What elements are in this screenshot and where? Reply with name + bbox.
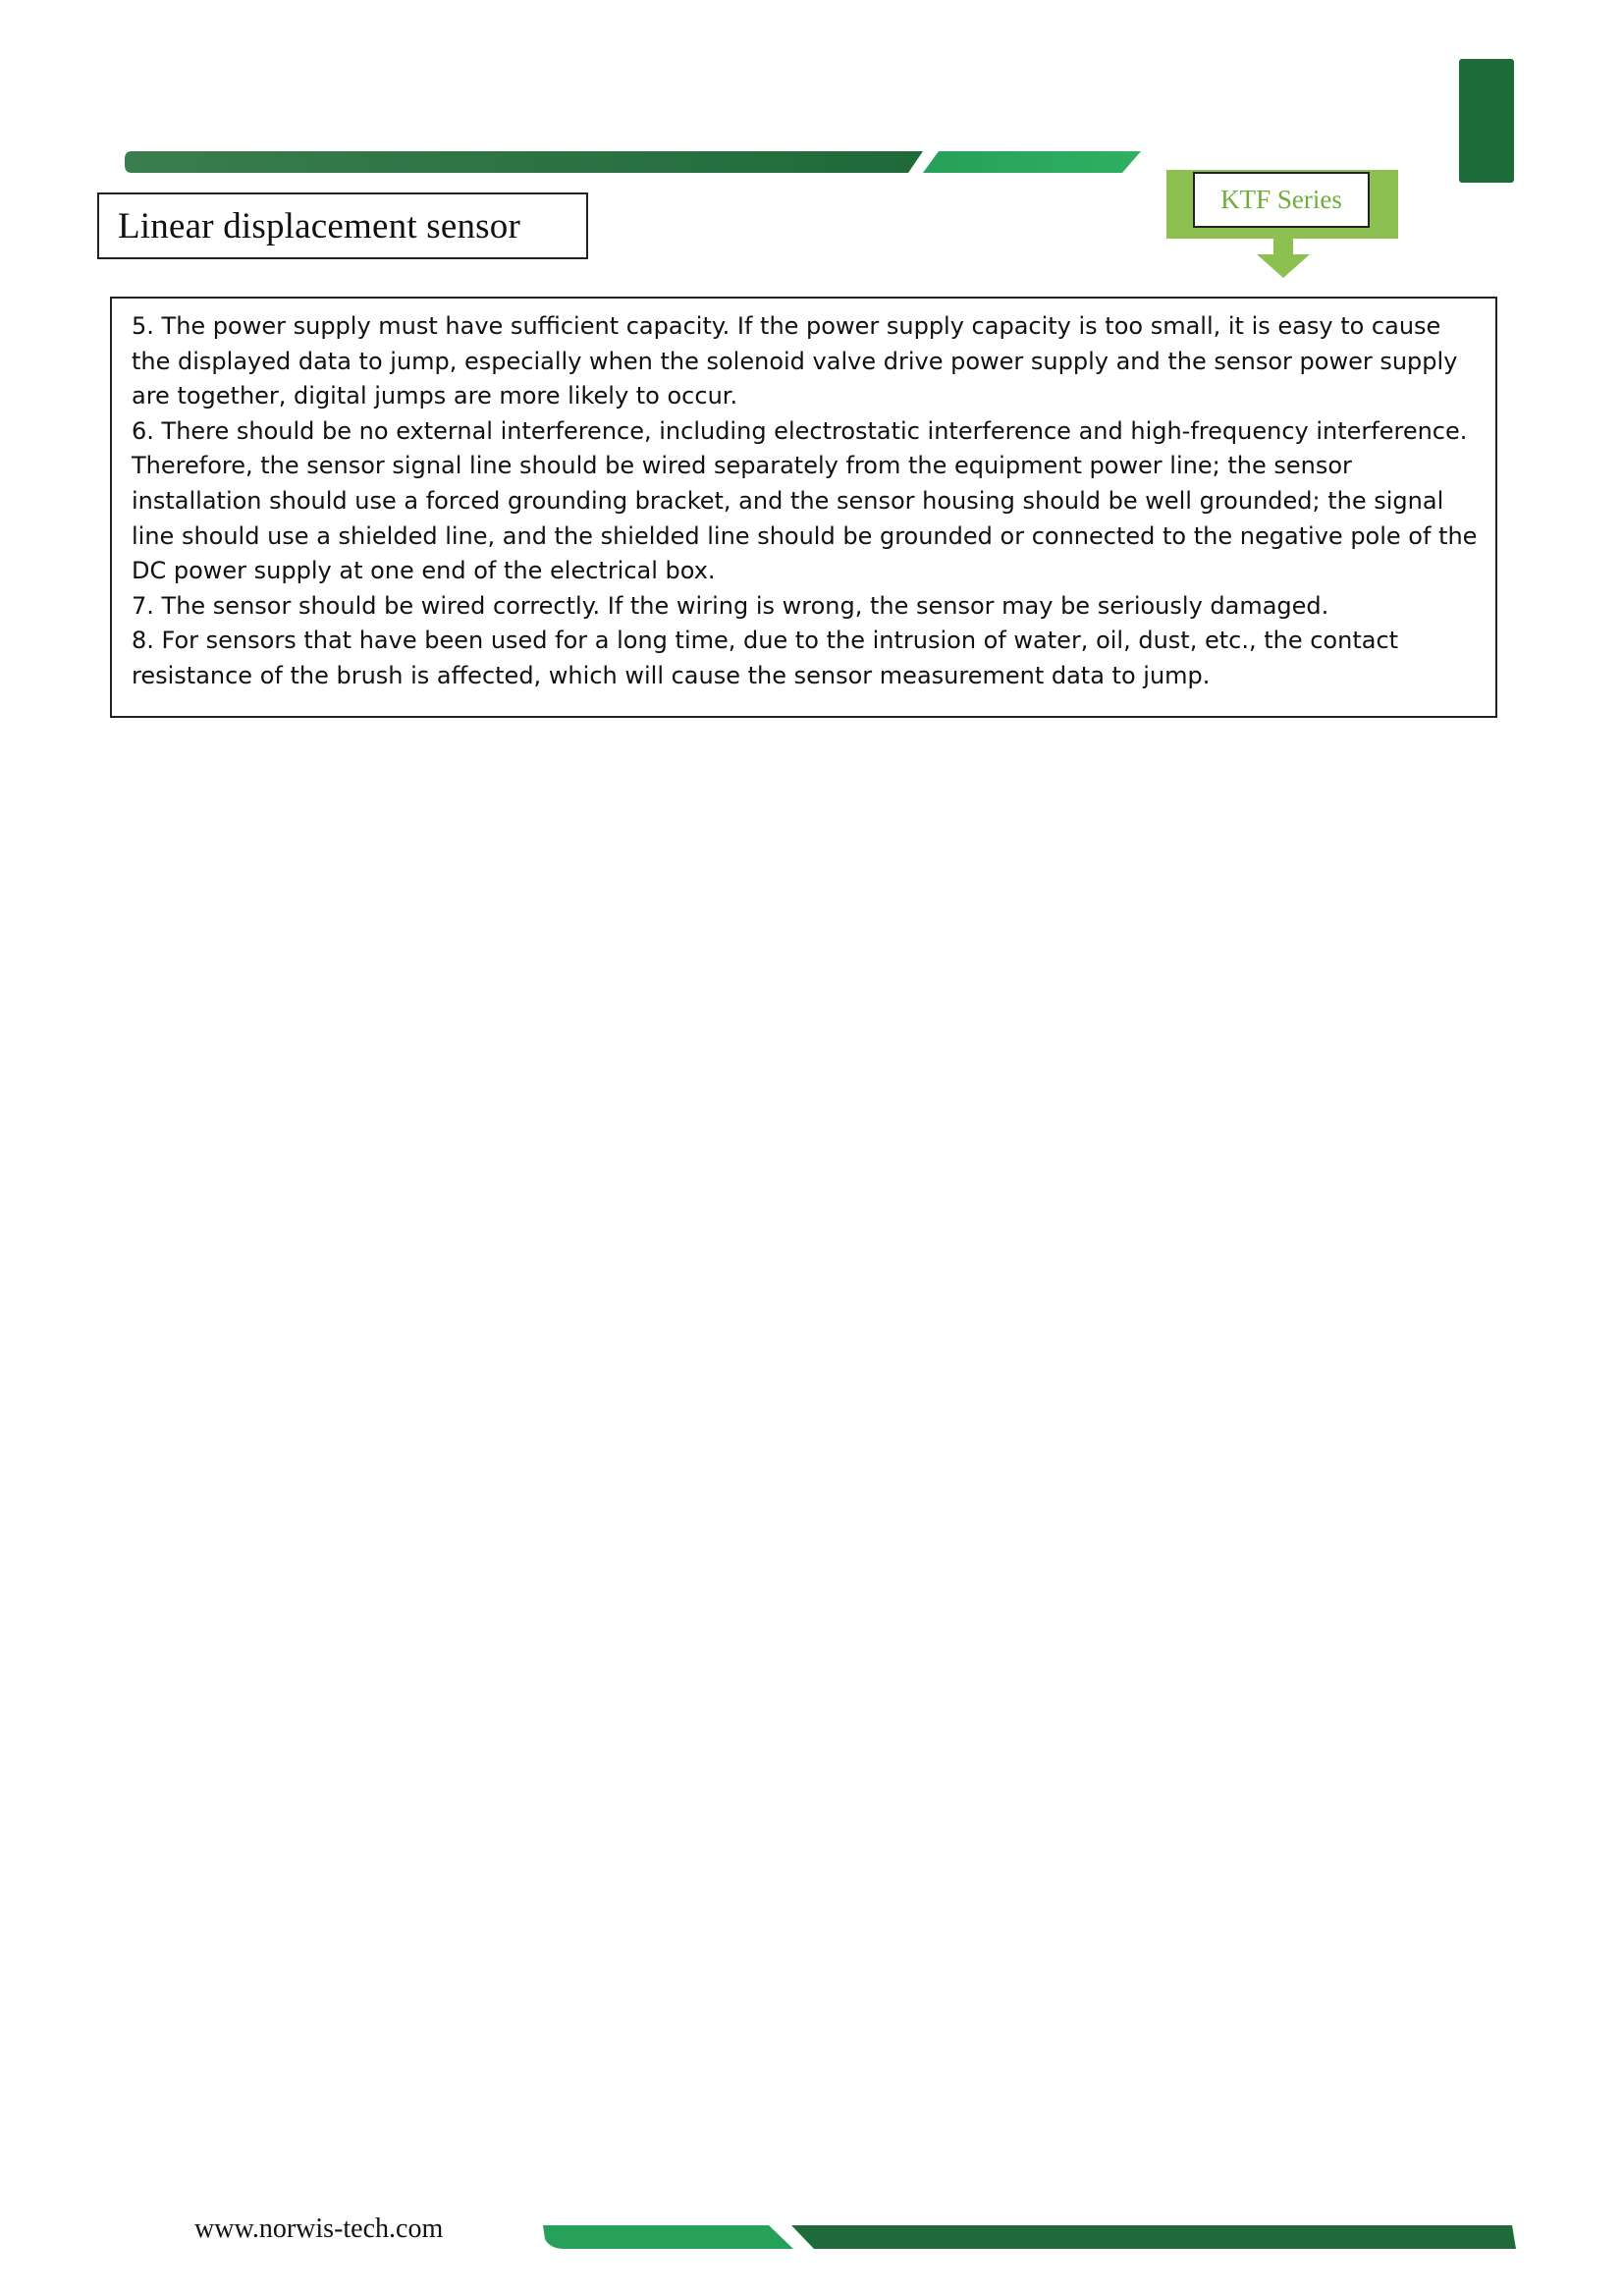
note-6: 6. There should be no external interference, including electrostatic interference and high-frequency interference. Therefore, the sensor signal line should be wired separately from the equipment power line; the sensor installation should use a forced grounding bracket, and the sensor housing should be well grounded; the signal line should use a shielded line, and the shielded line should be grounded or connected to the negative pole of the DC power supply at one end of the electrical box. — [132, 416, 1478, 585]
series-badge — [1193, 172, 1370, 228]
footer-stripe-dark — [791, 2225, 1516, 2249]
corner-tab — [1459, 59, 1514, 183]
down-arrow-icon — [1257, 239, 1310, 278]
note-7: 7. The sensor should be wired correctly. If the wiring is wrong, the sensor may be seriously damaged. — [132, 591, 1329, 620]
header-stripe — [0, 0, 1623, 196]
title-box — [97, 192, 588, 259]
header-stripe-light — [923, 151, 1141, 173]
page-title: Linear displacement sensor — [118, 205, 520, 246]
notes-box — [110, 297, 1497, 718]
footer-stripe-light — [543, 2225, 793, 2249]
header-stripe-dark — [125, 151, 923, 173]
note-8: 8. For sensors that have been used for a long time, due to the intrusion of water, oil, dust, etc., the contact resistance of the brush is affected, which will cause the sensor measurement data to jump. — [132, 627, 1399, 689]
note-5: 5. The power supply must have sufficient capacity. If the power supply capacity is too small, it is easy to cause the displayed data to jump, especially when the solenoid valve drive power supply and the sensor power supply are together, digital jumps are more likely to occur. — [132, 312, 1458, 410]
website-link[interactable]: www.norwis-tech.com — [194, 2214, 444, 2244]
series-label: KTF Series — [1220, 185, 1342, 214]
